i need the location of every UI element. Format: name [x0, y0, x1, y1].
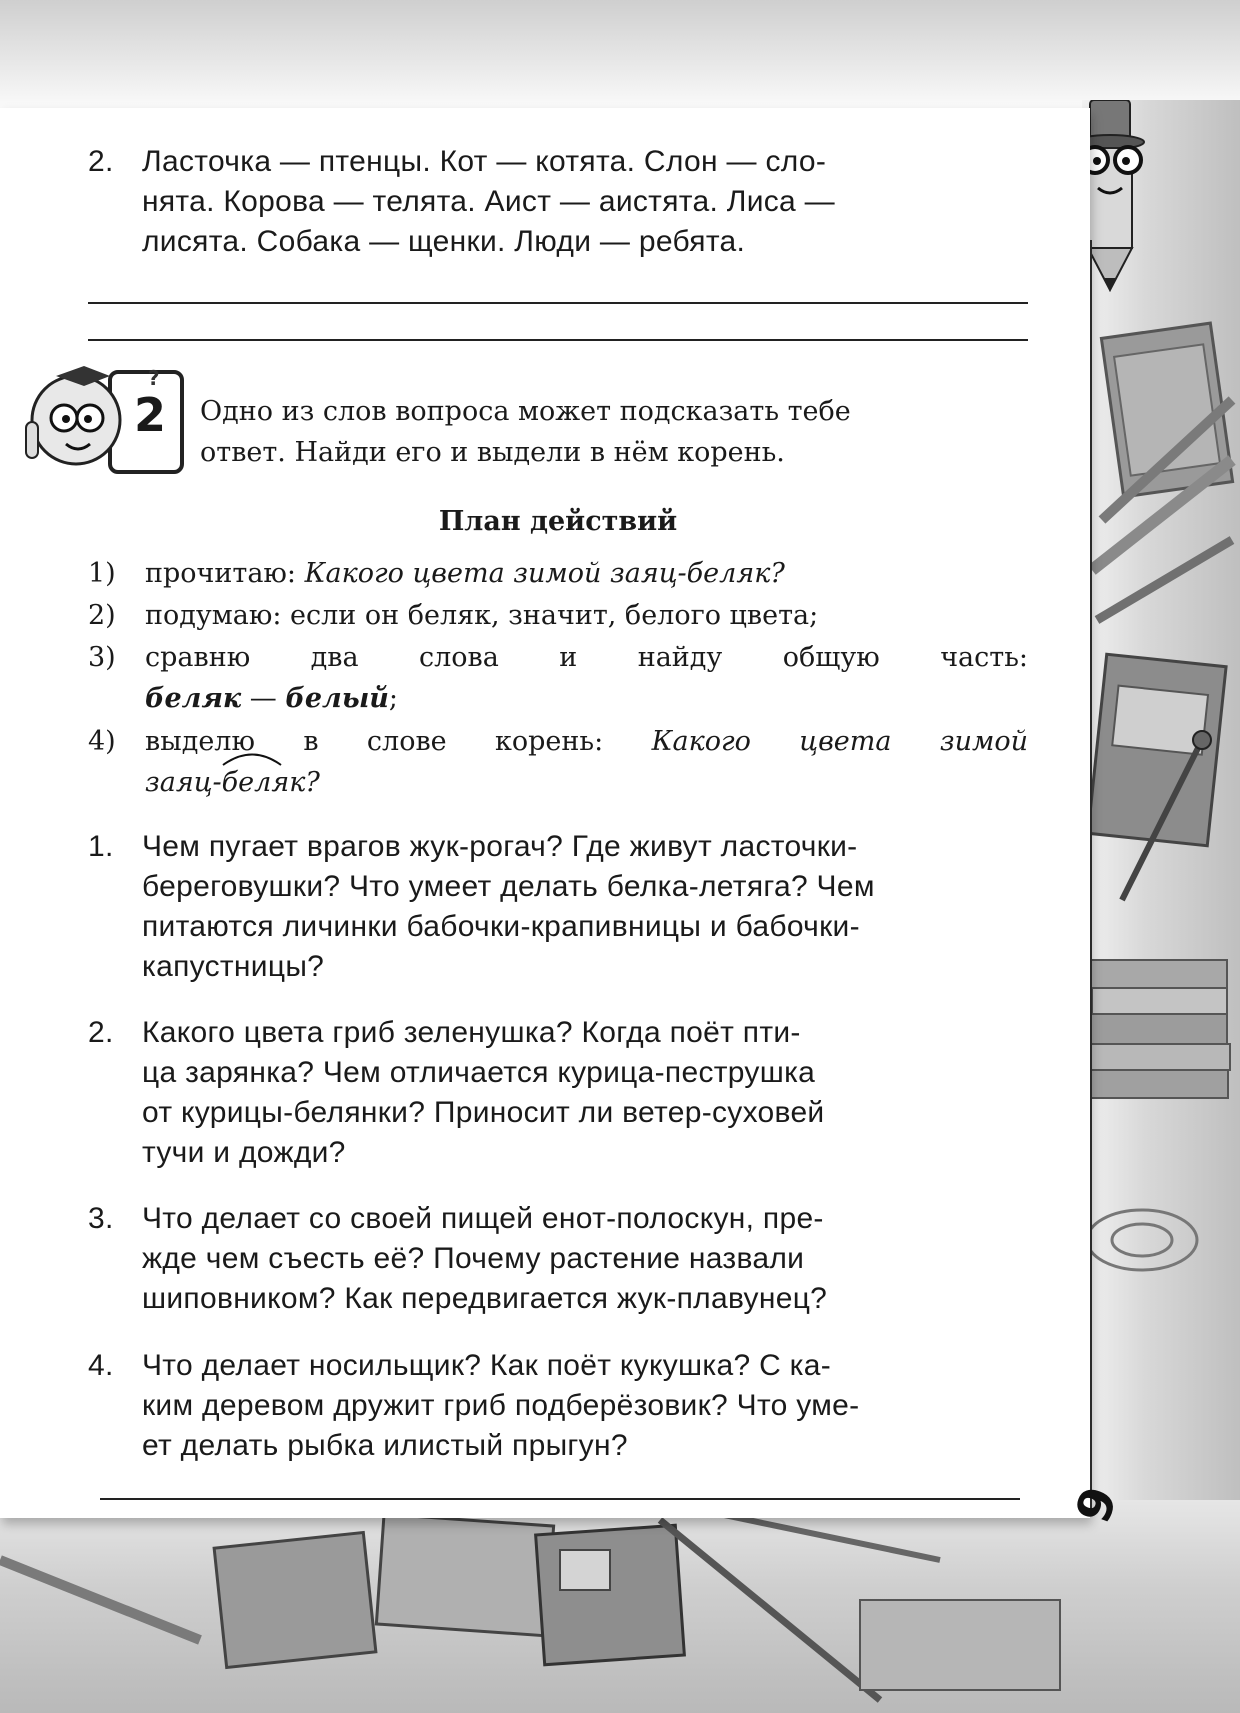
- text-line: ца зарянка? Чем отличается курица-пеструшка: [142, 1056, 816, 1089]
- plan-step: [88, 637, 1028, 719]
- dash: —: [241, 683, 286, 714]
- text-line: ким деревом дружит гриб подберёзовик? Что уме-: [142, 1389, 860, 1422]
- text-line: Чем пугает врагов жук-рогач? Где живут ласточки-: [142, 830, 858, 863]
- item-number: 4.: [88, 1349, 114, 1382]
- task-number-badge: 2: [133, 388, 166, 442]
- text-line: ет делать рыбка илистый прыгун?: [142, 1429, 628, 1462]
- plan-step: [88, 553, 1028, 594]
- question-mark-icon: ?: [148, 366, 160, 390]
- text-line: Ласточка — птенцы. Кот — котята. Слон — сло-: [142, 145, 827, 178]
- step-number: 2): [88, 600, 116, 631]
- text-line: Какого цвета гриб зеленушка? Когда поёт пти-: [142, 1016, 801, 1049]
- compared-word: белый: [285, 683, 389, 714]
- text-line: Одно из слов вопроса может подсказать тебе: [200, 396, 851, 427]
- compared-word: беляк: [145, 683, 242, 714]
- text-line: Что делает носильщик? Как поёт кукушка? С ка-: [142, 1349, 832, 1382]
- step-number: 3): [88, 642, 116, 673]
- answer-text: [142, 142, 1028, 262]
- plan-step: [88, 721, 1028, 803]
- plan-title: План действий: [438, 506, 678, 537]
- text-line: питаются личинки бабочки-крапивницы и бабочки-: [142, 910, 860, 943]
- page-edge-line: [1090, 240, 1092, 1510]
- text-line: от курицы-белянки? Приносит ли ветер-суховей: [142, 1096, 825, 1129]
- answer-item: [88, 1199, 1028, 1319]
- task-instruction: [200, 391, 1026, 473]
- step-question: як?: [271, 767, 320, 798]
- text-line: лисята. Собака — щенки. Люди — ребята.: [142, 225, 746, 258]
- answer-item: [88, 1013, 1028, 1173]
- step-number: 1): [88, 558, 116, 589]
- text-line: ответ. Найди его и выдели в нём корень.: [200, 437, 785, 468]
- writing-line: [88, 339, 1028, 341]
- bottom-rule: [100, 1498, 1020, 1500]
- text-line: Что делает со своей пищей енот-полоскун, пре-: [142, 1202, 824, 1235]
- text-line: капустницы?: [142, 950, 325, 983]
- step-number: 4): [88, 726, 116, 757]
- step-text: подумаю: если он беляк, значит, белого цвета;: [145, 600, 819, 631]
- item-number: 1.: [88, 830, 114, 863]
- word-root: бел: [221, 767, 272, 798]
- punctuation: ;: [388, 683, 399, 714]
- school-supplies-illustration: [1082, 100, 1240, 1520]
- page-number: 9: [1064, 1479, 1130, 1531]
- step-text: сравню два слова и найду общую часть:: [145, 642, 1028, 673]
- step-question: заяц-: [145, 767, 222, 798]
- text-line: шиповником? Как передвигается жук-плавунец?: [142, 1282, 828, 1315]
- text-line: нята. Корова — телята. Аист — аистята. Лиса —: [142, 185, 835, 218]
- step-text: выделю в слове корень:: [145, 726, 652, 757]
- item-number: 2.: [88, 145, 114, 178]
- step-question: Какого цвета зимой заяц-беляк?: [304, 558, 785, 589]
- item-number: 2.: [88, 1016, 114, 1049]
- answer-item: [88, 1346, 1028, 1466]
- plan-step: [88, 595, 1028, 636]
- step-text: прочитаю:: [145, 558, 305, 589]
- answer-item: [88, 827, 1028, 987]
- writing-line: [88, 302, 1028, 304]
- step-question: Какого цвета зимой: [651, 726, 1028, 757]
- text-line: береговушки? Что умеет делать белка-летяга? Чем: [142, 870, 875, 903]
- text-line: жде чем съесть её? Почему растение назвали: [142, 1242, 805, 1275]
- root-arc-mark: [220, 748, 284, 768]
- exercise-one-answer: [88, 142, 1028, 262]
- item-number: 3.: [88, 1202, 114, 1235]
- text-line: тучи и дожди?: [142, 1136, 346, 1169]
- bottom-supplies-illustration: [0, 1500, 1090, 1713]
